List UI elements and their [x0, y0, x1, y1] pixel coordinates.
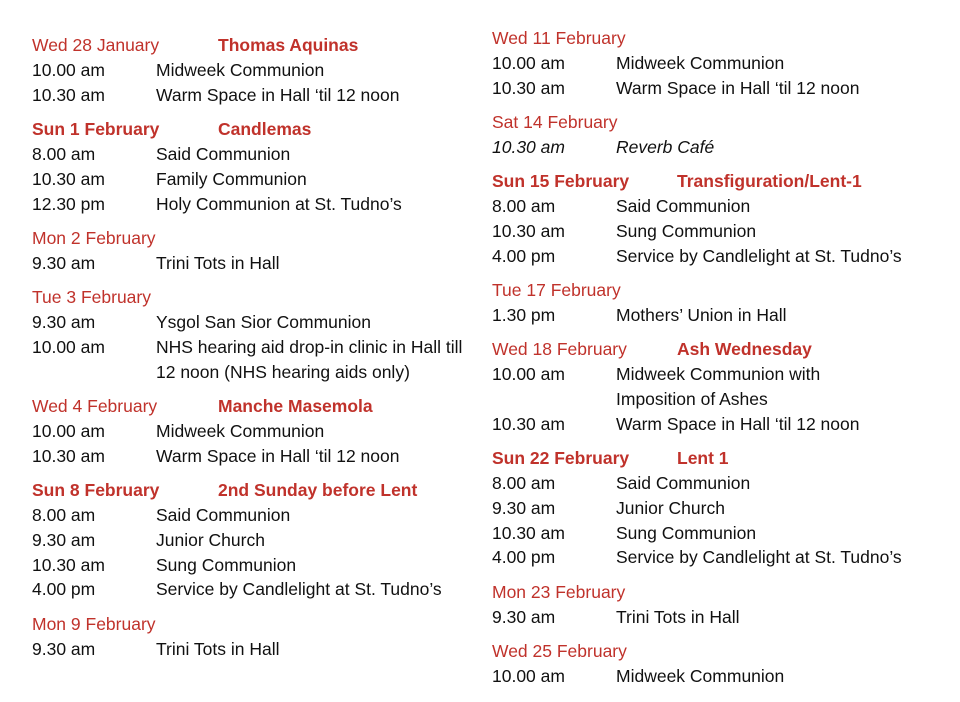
- day-date: Wed 28 January: [32, 35, 160, 55]
- day-header: [32, 33, 472, 58]
- service-time: 9.30 am: [492, 497, 556, 518]
- day-header: [492, 26, 952, 51]
- day-header: [32, 478, 472, 503]
- service-row: [32, 419, 472, 444]
- day-date: Sat 14 February: [492, 112, 618, 132]
- day-date: Sun 22 February: [492, 448, 630, 468]
- day-entry: [32, 117, 472, 216]
- day-entry: [492, 26, 952, 101]
- service-row: [492, 545, 952, 570]
- feast-name: Thomas Aquinas: [218, 35, 359, 55]
- day-header: [492, 446, 952, 471]
- day-date: Sun 8 February: [32, 480, 160, 500]
- service-description: Midweek Communion: [156, 421, 325, 441]
- day-entry: [32, 612, 472, 662]
- service-row: [32, 58, 472, 83]
- service-time: 10.00 am: [492, 53, 565, 73]
- service-time: 8.00 am: [32, 144, 96, 164]
- service-time: 10.30 am: [32, 84, 105, 105]
- day-header: [32, 117, 472, 142]
- service-time: 10.30 am: [32, 445, 105, 466]
- service-description: Trini Tots in Hall: [616, 607, 740, 627]
- day-date: Wed 25 February: [492, 641, 627, 661]
- day-entry: [32, 33, 472, 108]
- service-row: [32, 528, 472, 553]
- service-description: Said Communion: [616, 473, 751, 493]
- service-row: [32, 83, 472, 108]
- day-header: [492, 110, 952, 135]
- service-row: [32, 637, 472, 662]
- service-description: Ysgol San Sior Communion: [156, 312, 371, 332]
- day-entry: [32, 478, 472, 602]
- service-description: Sung Communion: [616, 220, 757, 241]
- day-entry: [492, 110, 952, 160]
- service-description: Warm Space in Hall ‘til 12 noon: [156, 445, 400, 466]
- service-time: 10.30 am: [492, 220, 565, 241]
- day-entry: [32, 285, 472, 385]
- service-time: 9.30 am: [32, 639, 96, 659]
- service-time: 10.00 am: [32, 336, 105, 357]
- service-time: 8.00 am: [492, 196, 556, 216]
- service-row: [32, 142, 472, 167]
- service-time: 10.30 am: [32, 554, 105, 575]
- service-row: [492, 244, 952, 269]
- service-time: 10.00 am: [492, 666, 565, 686]
- service-time: 9.30 am: [492, 607, 556, 627]
- service-description: Warm Space in Hall ‘til 12 noon: [616, 414, 860, 434]
- day-date: Mon 2 February: [32, 228, 156, 248]
- feast-name: Ash Wednesday: [677, 339, 812, 359]
- service-description: Junior Church: [156, 529, 265, 550]
- day-entry: [492, 639, 952, 689]
- day-header: [32, 285, 472, 310]
- service-description: Warm Space in Hall ‘til 12 noon: [156, 84, 400, 105]
- service-row: [32, 444, 472, 469]
- feast-name: Lent 1: [677, 448, 729, 468]
- service-time: 4.00 pm: [32, 579, 96, 600]
- service-row: [32, 251, 472, 276]
- service-description: Family Communion: [156, 168, 307, 189]
- service-row: [492, 664, 952, 689]
- day-date: Mon 9 February: [32, 614, 156, 634]
- service-time: 10.00 am: [32, 421, 105, 441]
- day-entry: [32, 394, 472, 469]
- day-entry: [492, 337, 952, 437]
- feast-name: 2nd Sunday before Lent: [218, 480, 418, 500]
- day-date: Tue 17 February: [492, 280, 621, 300]
- service-description: Said Communion: [156, 144, 291, 164]
- service-description: NHS hearing aid drop-in clinic in Hall till 12 noon (NHS hearing aids only): [156, 336, 463, 382]
- day-entry: [492, 278, 952, 328]
- service-row: [492, 362, 952, 412]
- service-time: 10.30 am: [492, 77, 565, 98]
- service-row: [32, 577, 472, 602]
- service-description: Service by Candlelight at St. Tudno’s: [156, 579, 442, 600]
- day-header: [32, 226, 472, 251]
- service-time: 9.30 am: [32, 312, 96, 332]
- service-row: [32, 310, 472, 335]
- day-date: Tue 3 February: [32, 287, 151, 307]
- service-description: Mothers’ Union in Hall: [616, 305, 787, 325]
- service-description: Service by Candlelight at St. Tudno’s: [616, 547, 902, 568]
- day-date: Sun 15 February: [492, 171, 630, 191]
- service-time: 10.30 am: [492, 522, 565, 543]
- day-date: Wed 4 February: [32, 396, 158, 416]
- service-row: [32, 553, 472, 578]
- service-time: 1.30 pm: [492, 305, 556, 325]
- service-time: 10.00 am: [492, 364, 565, 384]
- feast-name: Manche Masemola: [218, 396, 373, 416]
- service-description: Midweek Communion: [616, 666, 785, 686]
- day-header: [492, 337, 952, 362]
- service-description: Reverb Café: [616, 137, 715, 157]
- day-header: [492, 278, 952, 303]
- service-time: 12.30 pm: [32, 193, 105, 214]
- service-time: 8.00 am: [32, 505, 96, 525]
- service-row: [32, 335, 472, 385]
- service-row: [492, 521, 952, 546]
- service-time: 9.30 am: [32, 529, 96, 550]
- service-row: [492, 219, 952, 244]
- service-time: 4.00 pm: [492, 245, 556, 266]
- service-description: Sung Communion: [616, 522, 757, 543]
- service-row: [492, 412, 952, 437]
- service-description: Junior Church: [616, 497, 725, 518]
- day-date: Wed 11 February: [492, 28, 626, 48]
- service-row: [492, 51, 952, 76]
- day-date: Sun 1 February: [32, 119, 160, 139]
- service-time: 9.30 am: [32, 253, 96, 273]
- service-row: [492, 496, 952, 521]
- service-row: [32, 192, 472, 217]
- service-row: [492, 605, 952, 630]
- service-time: 4.00 pm: [492, 547, 556, 568]
- service-description: Sung Communion: [156, 554, 297, 575]
- service-row: [492, 471, 952, 496]
- service-time: 10.30 am: [492, 137, 565, 157]
- service-description: Trini Tots in Hall: [156, 639, 280, 659]
- service-row: [32, 503, 472, 528]
- day-entry: [492, 169, 952, 268]
- service-description: Midweek Communion: [616, 53, 785, 73]
- day-entry: [32, 226, 472, 276]
- feast-name: Transfiguration/Lent-1: [677, 171, 862, 191]
- day-header: [492, 169, 952, 194]
- service-time: 10.30 am: [492, 414, 565, 434]
- day-header: [32, 394, 472, 419]
- service-description: Service by Candlelight at St. Tudno’s: [616, 245, 902, 266]
- feast-name: Candlemas: [218, 119, 312, 139]
- day-header: [492, 639, 952, 664]
- service-row: [492, 76, 952, 101]
- service-time: 8.00 am: [492, 473, 556, 493]
- day-date: Wed 18 February: [492, 339, 627, 359]
- day-entry: [492, 580, 952, 630]
- service-description: Warm Space in Hall ‘til 12 noon: [616, 77, 860, 98]
- service-description: Midweek Communion with Imposition of Ashes: [616, 364, 821, 409]
- service-row: [32, 167, 472, 192]
- service-description: Said Communion: [616, 196, 751, 216]
- service-row: [492, 303, 952, 328]
- service-description: Said Communion: [156, 505, 291, 525]
- service-row: [492, 135, 952, 160]
- service-description: Trini Tots in Hall: [156, 253, 280, 273]
- day-header: [492, 580, 952, 605]
- day-header: [32, 612, 472, 637]
- service-description: Holy Communion at St. Tudno’s: [156, 193, 402, 214]
- day-date: Mon 23 February: [492, 582, 626, 602]
- day-entry: [492, 446, 952, 570]
- service-time: 10.00 am: [32, 60, 105, 80]
- service-description: Midweek Communion: [156, 60, 325, 80]
- service-row: [492, 194, 952, 219]
- service-time: 10.30 am: [32, 168, 105, 189]
